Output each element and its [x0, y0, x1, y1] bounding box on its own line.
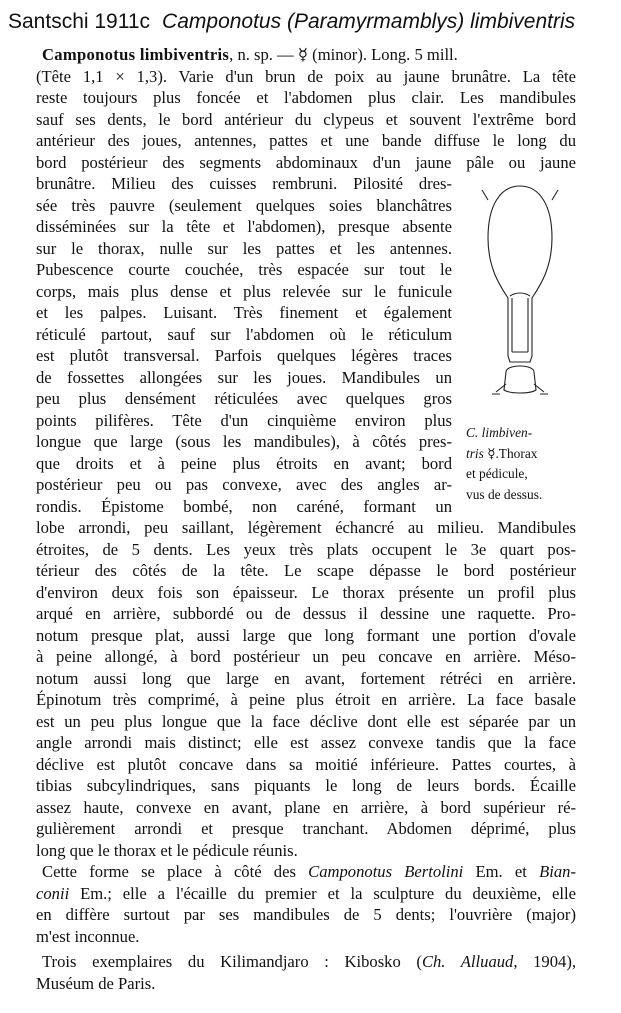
text-line: longue que large (sous les mandibules), à côtés pres- [36, 432, 452, 451]
text-line: que droits et à peine plus étroits en avant; bord [36, 453, 452, 473]
pronotum-outline [488, 186, 552, 362]
text-line: notum aussi long que large en avant, fortement rétréci en arrière. [36, 668, 576, 688]
text-line: long que le thorax et le pédicule réunis. [36, 840, 298, 860]
text-line: gulièrement arrondi et presque tranchant. Abdomen déprimé, plus [36, 819, 576, 838]
caption-species: tris [466, 445, 484, 461]
caption-line: C. limbiven- [466, 425, 533, 440]
text-line: lobe arrondi, peu saillant, légèrement échancré au milieu. Mandibules [36, 518, 576, 537]
text-line: notum presque plat, aussi large que long formant une portion d'ovale [36, 625, 576, 645]
text-line: térieur des côtés de la tête. Le scape dépasse le bord postérieur [36, 561, 576, 580]
text-line: points pilifères. Tête d'un cinquième environ plus [36, 410, 452, 430]
text-line: rondis. Épistome bombé, non caréné, formant un [36, 496, 452, 516]
thorax-figure [466, 180, 578, 505]
text-line: étroites, de 5 dents. Les yeux très plats occupent le 3e quart pos- [36, 539, 576, 559]
figure-caption: C. limbiven- tris ☿.Thorax et pédicule, vus de dessus. [466, 423, 578, 505]
text-line: reste toujours plus foncée et l'abdomen plus clair. Les mandibules [36, 88, 576, 107]
text-line: sur le thorax, nulle sur les pattes et les antennes. [36, 238, 452, 258]
text-line: de fossettes allongées sur les joues. Mandibules un [36, 367, 452, 387]
text-line: est un peu plus longue que la face déclive dont elle est séparée par un [36, 711, 576, 731]
text-line: peu plus densément réticulées avec quelques gros [36, 389, 452, 408]
spiracle-right [552, 190, 558, 200]
spiracle-left [482, 190, 488, 200]
text-line: Épinotum très comprimé, à peine plus étroit en arrière. La face basale [36, 690, 576, 709]
caption-line: et pédicule, [466, 466, 528, 481]
text-line: postérieur peu ou pas convexe, avec des angles ar- [36, 475, 452, 494]
text-line: brunâtre. Milieu des cuisses rembruni. Pilosité dres- [36, 174, 452, 193]
text-line: m'est inconnue. [36, 926, 140, 946]
text-line: réticulé partout, sauf sur l'abdomen où le réticulum [36, 324, 452, 344]
mesonotum-groove [512, 298, 528, 352]
header-author-year: Santschi 1911c [8, 10, 151, 33]
text-line: sauf ses dents, le bord antérieur du clypeus et souvent l'extrême bord [36, 109, 576, 129]
header-taxon: Camponotus (Paramyrmamblys) limbiventris [162, 10, 576, 33]
thorax-pedicel-drawing [470, 180, 570, 414]
text-line: angle arrondi mais distinct; elle est assez convexe tandis que la face [36, 733, 576, 752]
text-line: tibias subcylindriques, sans piquants le long de leurs bords. Écaille [36, 776, 576, 795]
text-line: sée très pauvre (seulement quelques soies blanchâtres [36, 195, 452, 215]
text-line: conii Em.; elle a l'écaille du premier et la sculpture du deuxième, elle [36, 883, 576, 903]
text-line: et les palpes. Luisant. Très finement et également [36, 303, 452, 322]
species-name: Camponotus limbiventris [42, 45, 230, 64]
text-line: en diffère surtout par ses mandibules de 5 dents; l'ouvrière (major) [36, 905, 576, 924]
text-line: déclive est plutôt concave dans sa moitié inférieure. Pattes courtes, à [36, 754, 576, 774]
text-line: d'environ deux fois son épaisseur. Le thorax présente un profil plus [36, 582, 576, 602]
text-line: corps, mais plus dense et plus relevée sur le funicule [36, 281, 452, 301]
suture-line [510, 293, 530, 296]
text-line: est plutôt transversal. Parfois quelques légères traces [36, 346, 452, 365]
text-line: antérieur des joues, antennes, pattes et une bande diffuse le long du [36, 131, 576, 150]
text-line: Cette forme se place à côté des Camponotus Bertolini Em. et Bian- [42, 862, 576, 881]
caption-line: vus de dessus. [466, 486, 543, 502]
text-line: Pubescence courte couchée, très espacée sur tout le [36, 260, 452, 279]
text-line: bord postérieur des segments abdominaux d'un jaune pâle ou jaune [36, 152, 576, 172]
text-line: Trois exemplaires du Kilimandjaro : Kibosko (Ch. Alluaud, 1904), [42, 952, 576, 971]
text-line: assez haute, convexe en avant, plane en arrière, à bord supérieur ré- [36, 797, 576, 817]
node-outline [504, 366, 536, 393]
text-line: Camponotus limbiventris, n. sp. — ☿ (minor). Long. 5 mill. [42, 45, 458, 64]
text-line: disséminées sur la tête et l'abdomen), presque absente [36, 217, 452, 236]
page-header [8, 10, 616, 38]
text-line: arqué en arrière, subbordé ou de dessus il dessine une raquette. Pro- [36, 604, 576, 623]
text-line: à peine allongé, à bord postérieur un peu concave en arrière. Méso- [36, 647, 576, 666]
text-line: Muséum de Paris. [36, 973, 156, 993]
text-line: (Tête 1,1 × 1,3). Varie d'un brun de poix au jaune brunâtre. La tête [36, 66, 576, 86]
